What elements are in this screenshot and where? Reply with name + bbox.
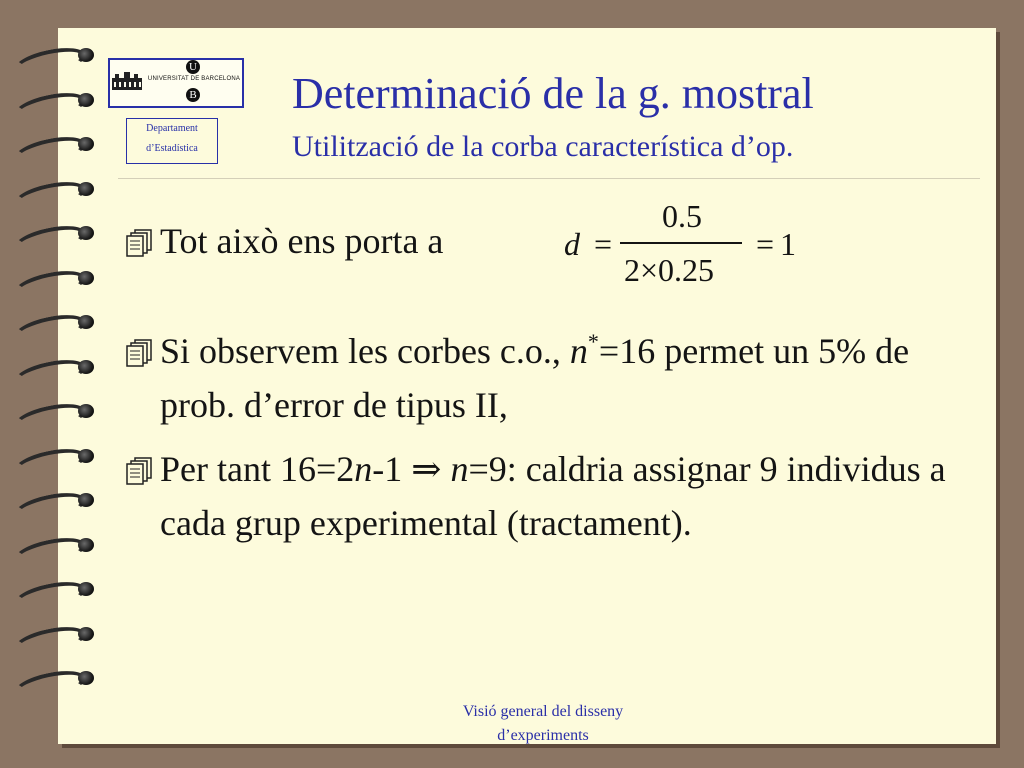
spiral-ring xyxy=(12,666,87,704)
formula-d xyxy=(558,198,818,294)
slide-footer xyxy=(418,700,668,748)
bullet-3-part2: -1 ⇒ xyxy=(372,449,451,489)
formula-lhs: d xyxy=(564,226,580,262)
binding-hole xyxy=(78,671,94,685)
bullet-2-var-n: n xyxy=(569,331,588,371)
document-stack-icon xyxy=(126,339,154,367)
formula-equals-2: = xyxy=(756,226,775,262)
spiral-ring xyxy=(12,310,87,348)
spiral-ring xyxy=(12,176,87,214)
slide-subtitle: Utilització de la corba característica d’op. xyxy=(292,130,794,163)
university-logo xyxy=(108,58,244,108)
title-divider xyxy=(118,178,980,179)
spiral-ring xyxy=(12,443,87,481)
bullet-3 xyxy=(126,442,966,550)
bullet-2-part1: Si observem les corbes c.o., xyxy=(160,331,570,371)
spiral-ring xyxy=(12,488,87,526)
binding-hole xyxy=(78,449,94,463)
footer-line1: Visió general del disseny xyxy=(462,703,624,720)
binding-hole xyxy=(78,493,94,507)
spiral-ring xyxy=(12,532,87,570)
binding-hole xyxy=(78,137,94,151)
binding-hole xyxy=(78,226,94,240)
logo-university-name: UNIVERSITAT DE BARCELONA xyxy=(147,76,241,82)
bullet-1 xyxy=(126,214,966,268)
binding-hole xyxy=(78,271,94,285)
department-line1: Departament xyxy=(146,123,198,134)
formula-equals-1: = xyxy=(594,226,613,262)
binding-hole xyxy=(78,538,94,552)
bullet-2-superscript: * xyxy=(587,329,599,354)
binding-hole xyxy=(78,315,94,329)
bullet-2-part2: =16 permet un 5% de prob. d’error de tipus II, xyxy=(160,331,910,425)
spiral-ring xyxy=(12,577,87,615)
document-stack-icon xyxy=(126,229,154,257)
spiral-ring xyxy=(12,221,87,259)
spiral-binding xyxy=(0,0,110,768)
bullet-2 xyxy=(126,324,966,432)
logo-letter-u: U xyxy=(186,60,200,74)
binding-hole xyxy=(78,48,94,62)
binding-hole xyxy=(78,627,94,641)
binding-hole xyxy=(78,582,94,596)
formula-denominator: 2×0.25 xyxy=(624,252,715,288)
binding-hole xyxy=(78,182,94,196)
spiral-ring xyxy=(12,87,87,125)
spiral-ring xyxy=(12,354,87,392)
binding-hole xyxy=(78,93,94,107)
spiral-ring xyxy=(12,399,87,437)
spiral-ring xyxy=(12,265,87,303)
formula-result: 1 xyxy=(780,226,796,262)
bullet-3-var-n1: n xyxy=(354,449,373,489)
spiral-ring xyxy=(12,621,87,659)
binding-hole xyxy=(78,404,94,418)
footer-line2: d’experiments xyxy=(497,727,589,744)
bullet-3-part1: Per tant 16=2 xyxy=(160,449,355,489)
department-line2: d’Estadística xyxy=(146,143,198,154)
bullet-2-text xyxy=(126,324,966,432)
building-icon xyxy=(112,70,142,92)
spiral-ring xyxy=(12,43,87,81)
bullet-3-part3: =9: caldria assignar 9 individus a cada grup experimental (tractament). xyxy=(160,449,946,543)
document-stack-icon xyxy=(126,457,154,485)
logo-letter-b: B xyxy=(186,88,200,102)
binding-hole xyxy=(78,360,94,374)
bullet-3-var-n2: n xyxy=(450,449,469,489)
fraction-bar xyxy=(620,242,742,244)
bullet-3-text xyxy=(126,442,966,550)
slide-title: Determinació de la g. mostral xyxy=(292,69,814,118)
spiral-ring xyxy=(12,132,87,170)
department-box xyxy=(126,118,218,164)
bullet-1-text: Tot això ens porta a xyxy=(160,221,444,261)
formula-numerator: 0.5 xyxy=(662,198,702,234)
